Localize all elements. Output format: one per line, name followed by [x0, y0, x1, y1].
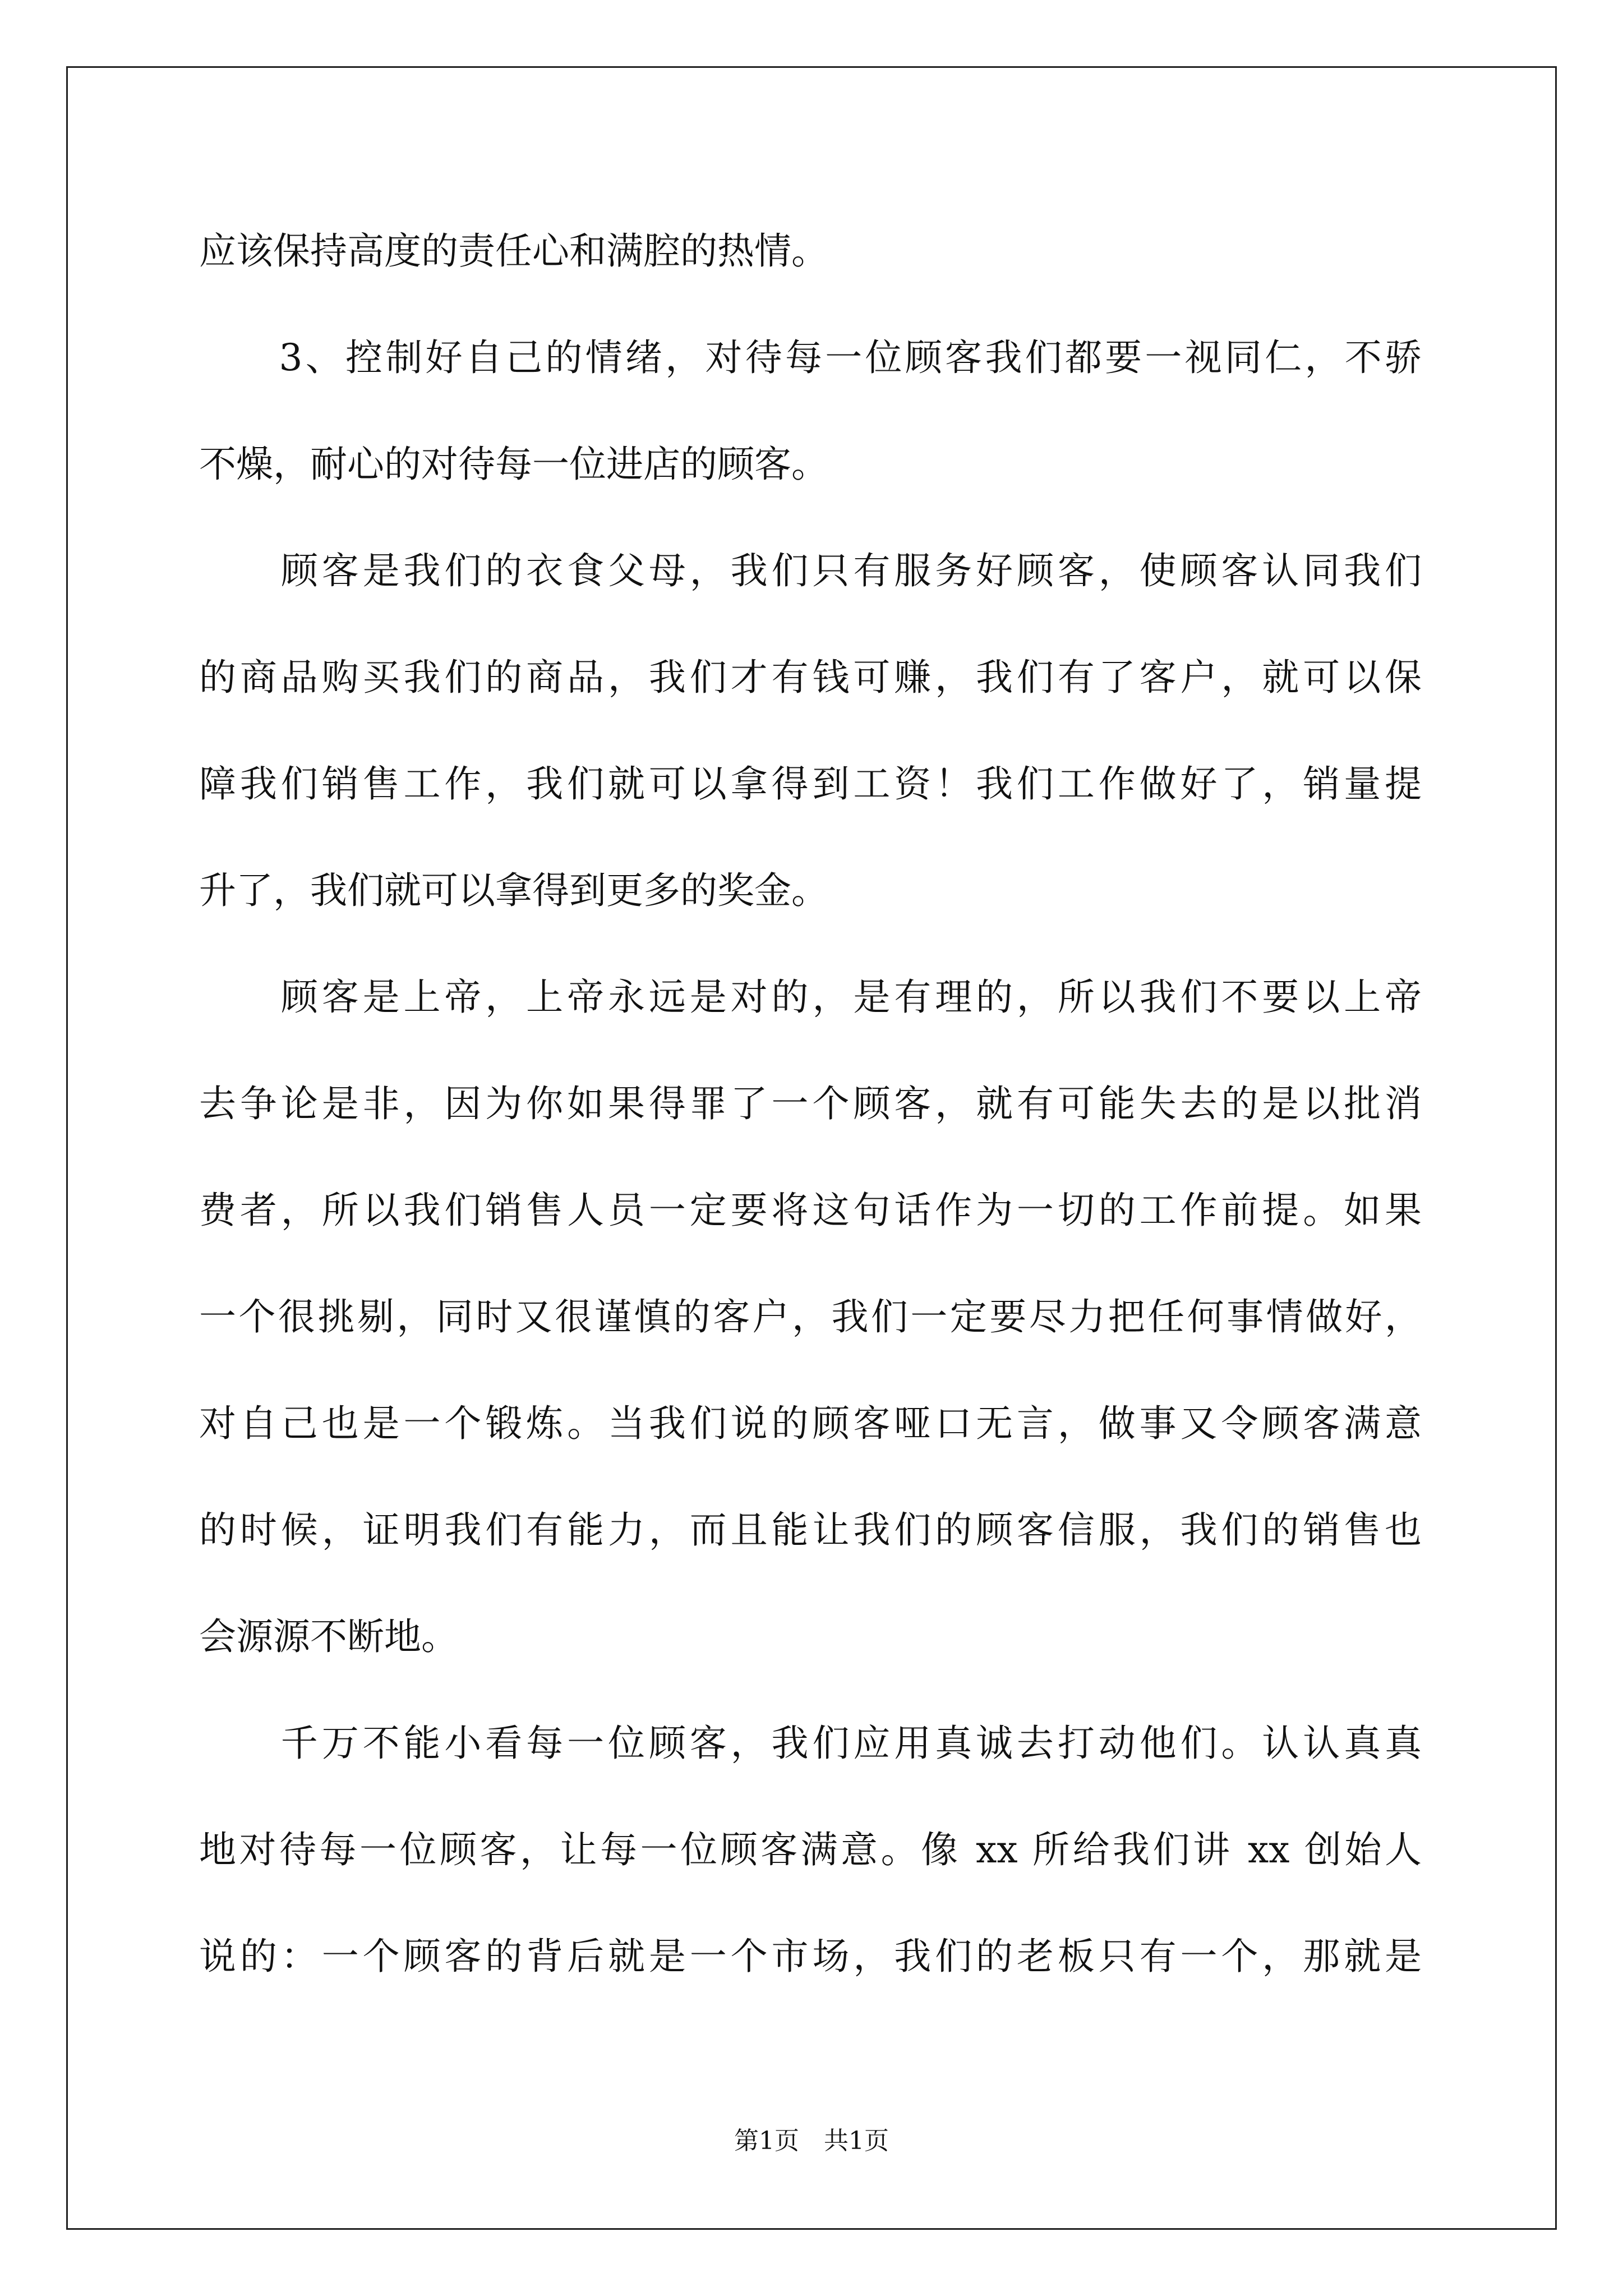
text-line: 顾客是上帝，上帝永远是对的，是有理的，所以我们不要以上帝: [199, 976, 1422, 1019]
text-line: 升了，我们就可以拿得到更多的奖金。: [199, 869, 828, 912]
text-line: 会源源不断地。: [199, 1615, 458, 1658]
text-line: 费者，所以我们销售人员一定要将这句话作为一切的工作前提。如果: [199, 1189, 1422, 1232]
text-line: 说的：一个顾客的背后就是一个市场，我们的老板只有一个，那就是: [199, 1935, 1422, 1978]
text-line: 顾客是我们的衣食父母，我们只有服务好顾客，使顾客认同我们: [199, 549, 1422, 592]
text-line: 不燥，耐心的对待每一位进店的顾客。: [199, 443, 828, 486]
page-footer: 第1页 共1页: [734, 2127, 889, 2155]
text-line: 去争论是非，因为你如果得罪了一个顾客，就有可能失去的是以批消: [199, 1082, 1422, 1125]
text-line: 千万不能小看每一位顾客，我们应用真诚去打动他们。认认真真: [199, 1722, 1422, 1765]
text-line: 的商品购买我们的商品，我们才有钱可赚，我们有了客户，就可以保: [199, 656, 1422, 699]
text-line: 地对待每一位顾客，让每一位顾客满意。像 xx 所给我们讲 xx 创始人: [199, 1828, 1422, 1871]
page-border: [66, 66, 1557, 2230]
text-line: 应该保持高度的责任心和满腔的热情。: [199, 229, 828, 273]
text-line: 3、控制好自己的情绪，对待每一位顾客我们都要一视同仁，不骄: [199, 336, 1422, 379]
text-line: 一个很挑剔，同时又很谨慎的客户，我们一定要尽力把任何事情做好，: [199, 1295, 1422, 1338]
text-line: 的时候，证明我们有能力，而且能让我们的顾客信服，我们的销售也: [199, 1508, 1422, 1552]
text-line: 障我们销售工作，我们就可以拿得到工资！我们工作做好了，销量提: [199, 762, 1422, 806]
text-line: 对自己也是一个锻炼。当我们说的顾客哑口无言，做事又令顾客满意: [199, 1402, 1422, 1445]
